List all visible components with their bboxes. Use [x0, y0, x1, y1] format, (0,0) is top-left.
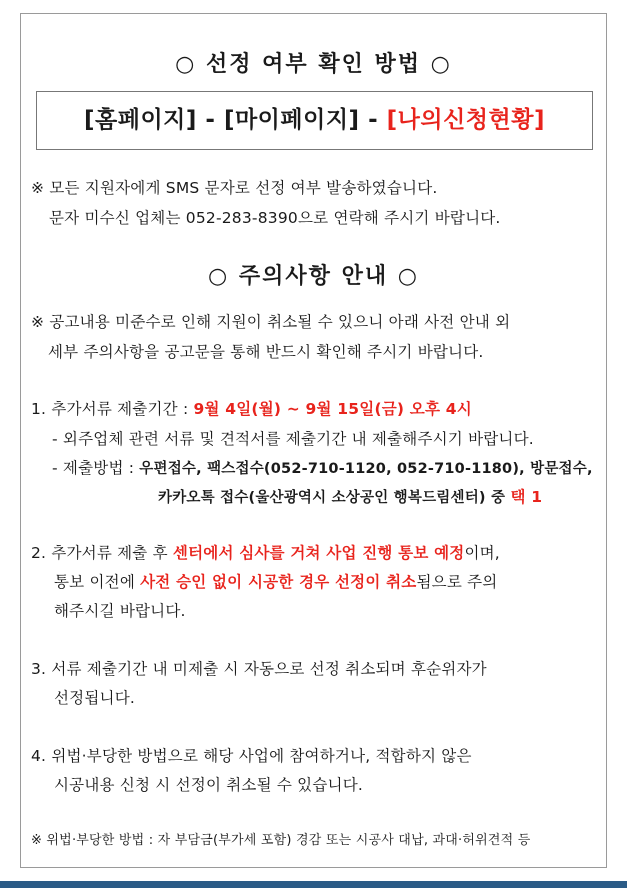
item2-line3: 해주시길 바랍니다.	[54, 602, 186, 620]
item1-sub2	[52, 456, 593, 478]
item2-text-a: 2. 추가서류 제출 후	[31, 544, 173, 562]
item1-kakao-method: 카카오톡 접수(울산광역시 소상공인 행복드림센터) 중	[158, 490, 511, 506]
path-box	[36, 91, 593, 150]
item2-highlight-b: 사전 승인 없이 시공한 경우 선정이 취소	[140, 573, 417, 591]
item3-line1: 3. 서류 제출기간 내 미제출 시 자동으로 선정 취소되며 후순위자가	[31, 660, 487, 678]
item2-text-b: 이며,	[464, 544, 500, 562]
item2-text-d: 됨으로 주의	[416, 573, 498, 591]
path-highlight: [나의신청현황]	[386, 107, 545, 133]
item4-line1: 4. 위법·부당한 방법으로 해당 사업에 참여하거나, 적합하지 않은	[31, 747, 472, 765]
sms-note-line1: ※ 모든 지원자에게 SMS 문자로 선정 여부 발송하였습니다.	[31, 179, 438, 197]
item1-sub2-label: - 제출방법 :	[52, 459, 140, 477]
item1-pick-one: 택 1	[510, 488, 543, 506]
item1-sub3	[158, 485, 542, 507]
item2-highlight-a: 센터에서 심사를 거쳐 사업 진행 통보 예정	[172, 544, 465, 562]
heading-notice: ○ 주의사항 안내 ○	[208, 264, 419, 289]
item3-line2: 선정됩니다.	[54, 689, 135, 707]
item1-sub1: - 외주업체 관련 서류 및 견적서를 제출기간 내 제출해주시기 바랍니다.	[52, 430, 534, 448]
item4-line2: 시공내용 신청 시 선정이 취소될 수 있습니다.	[54, 776, 364, 794]
item1-deadline: 9월 4일(월) ~ 9월 15일(금) 오후 4시	[193, 400, 472, 418]
item1-label: 1. 추가서류 제출기간 :	[31, 400, 194, 418]
path-text: [홈페이지] - [마이페이지] -	[84, 107, 387, 133]
item1-submit-methods: 우편접수, 팩스접수(052-710-1120, 052-710-1180), 방문접수,	[139, 461, 593, 477]
item2-line1	[31, 541, 500, 563]
item2-line2	[54, 570, 497, 592]
footnote: ※ 위법·부당한 방법 : 자 부담금(부가세 포함) 경감 또는 시공사 대납, 과대·허위견적 등	[31, 833, 531, 848]
item2-text-c: 통보 이전에	[54, 573, 141, 591]
item1-line	[31, 397, 472, 419]
notice-intro-line2: 세부 주의사항을 공고문을 통해 반드시 확인해 주시기 바랍니다.	[48, 343, 484, 361]
sms-note-line2: 문자 미수신 업체는 052-283-8390으로 연락해 주시기 바랍니다.	[49, 209, 501, 227]
notice-intro-line1: ※ 공고내용 미준수로 인해 지원이 취소될 수 있으니 아래 사전 안내 외	[31, 313, 511, 331]
bottom-accent-bar	[0, 881, 627, 888]
heading-selection-check: ○ 선정 여부 확인 방법 ○	[175, 52, 452, 77]
